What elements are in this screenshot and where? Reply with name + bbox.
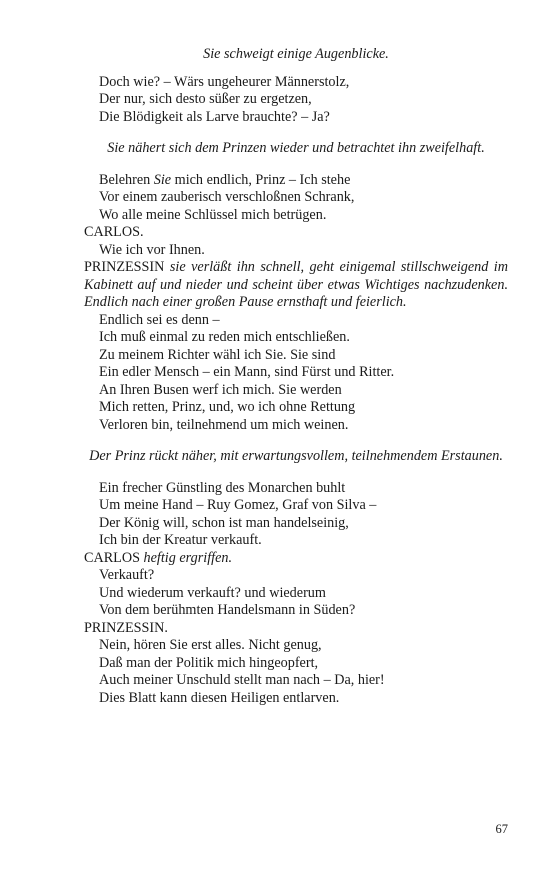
verse-text: Belehren: [99, 171, 154, 188]
verse-line: Ich bin der Kreatur verkauft.: [99, 532, 262, 548]
emphasis-text: Sie: [153, 171, 172, 188]
stage-direction: heftig ergriffen.: [143, 549, 233, 566]
verse-line: Ich muß einmal zu reden mich entschließen.: [99, 329, 350, 345]
page-content: [84, 46, 508, 707]
speaker-name: CARLOS.: [84, 224, 144, 240]
verse-line: Der König will, schon ist man handelseinig,: [99, 514, 349, 531]
verse-line: Nein, hören Sie erst alles. Nicht genug,: [99, 637, 322, 653]
verse-line: Ein edler Mensch – ein Mann, sind Fürst und Ritter.: [99, 364, 395, 380]
stage-direction: Sie schweigt einige Augenblicke.: [203, 46, 389, 62]
verse-line: Verkauft?: [99, 567, 155, 583]
verse-line: [84, 172, 508, 190]
verse-line: Auch meiner Unschuld stellt man nach – Da, hier!: [99, 672, 385, 688]
verse-text: mich endlich, Prinz – Ich stehe: [171, 171, 351, 188]
verse-line: Dies Blatt kann diesen Heiligen entlarven.: [99, 689, 340, 706]
verse-line: Wie ich vor Ihnen.: [99, 241, 205, 258]
verse-line: Der nur, sich desto süßer zu ergetzen,: [99, 91, 312, 107]
page-number: 67: [495, 822, 508, 836]
verse-line: Endlich sei es denn –: [99, 311, 220, 328]
stage-direction: sie verläßt ihn schnell, geht einigemal stillschweigend im Kabinett auf und nieder und scheint über etwas Wichtiges nachzudenken. Endlich nach einer großen Pause ernsthaft und feierlich.: [84, 259, 508, 310]
verse-line: Mich retten, Prinz, und, wo ich ohne Rettung: [99, 399, 356, 415]
speaker-name: CARLOS: [84, 549, 140, 566]
speaker-with-direction: [84, 259, 508, 312]
verse-line: Die Blödigkeit als Larve brauchte? – Ja?: [99, 108, 330, 125]
verse-line: Daß man der Politik mich hingeopfert,: [99, 654, 319, 671]
stage-direction: Sie nähert sich dem Prinzen wieder und betrachtet ihn zweifelhaft.: [107, 140, 485, 156]
verse-line: An Ihren Busen werf ich mich. Sie werden: [99, 381, 342, 398]
verse-line: Um meine Hand – Ruy Gomez, Graf von Silva –: [99, 497, 377, 513]
speaker-name: PRINZESSIN: [84, 259, 165, 275]
verse-line: Wo alle meine Schlüssel mich betrügen.: [99, 206, 327, 223]
verse-line: Und wiederum verkauft? und wiederum: [99, 584, 326, 601]
stage-direction: Der Prinz rückt näher, mit erwartungsvollem, teilnehmendem Erstaunen.: [89, 448, 503, 464]
verse-line: Von dem berühmten Handelsmann in Süden?: [99, 602, 356, 618]
speaker-with-direction: [84, 550, 508, 568]
speaker-name: PRINZESSIN.: [84, 619, 168, 636]
verse-line: Zu meinem Richter wähl ich Sie. Sie sind: [99, 346, 336, 363]
verse-line: Verloren bin, teilnehmend um mich weinen.: [99, 416, 349, 433]
verse-line: Doch wie? – Wärs ungeheurer Männerstolz,: [99, 73, 350, 90]
verse-line: Vor einem zauberisch verschloßnen Schrank,: [99, 189, 355, 205]
verse-line: Ein frecher Günstling des Monarchen buhlt: [99, 479, 346, 496]
